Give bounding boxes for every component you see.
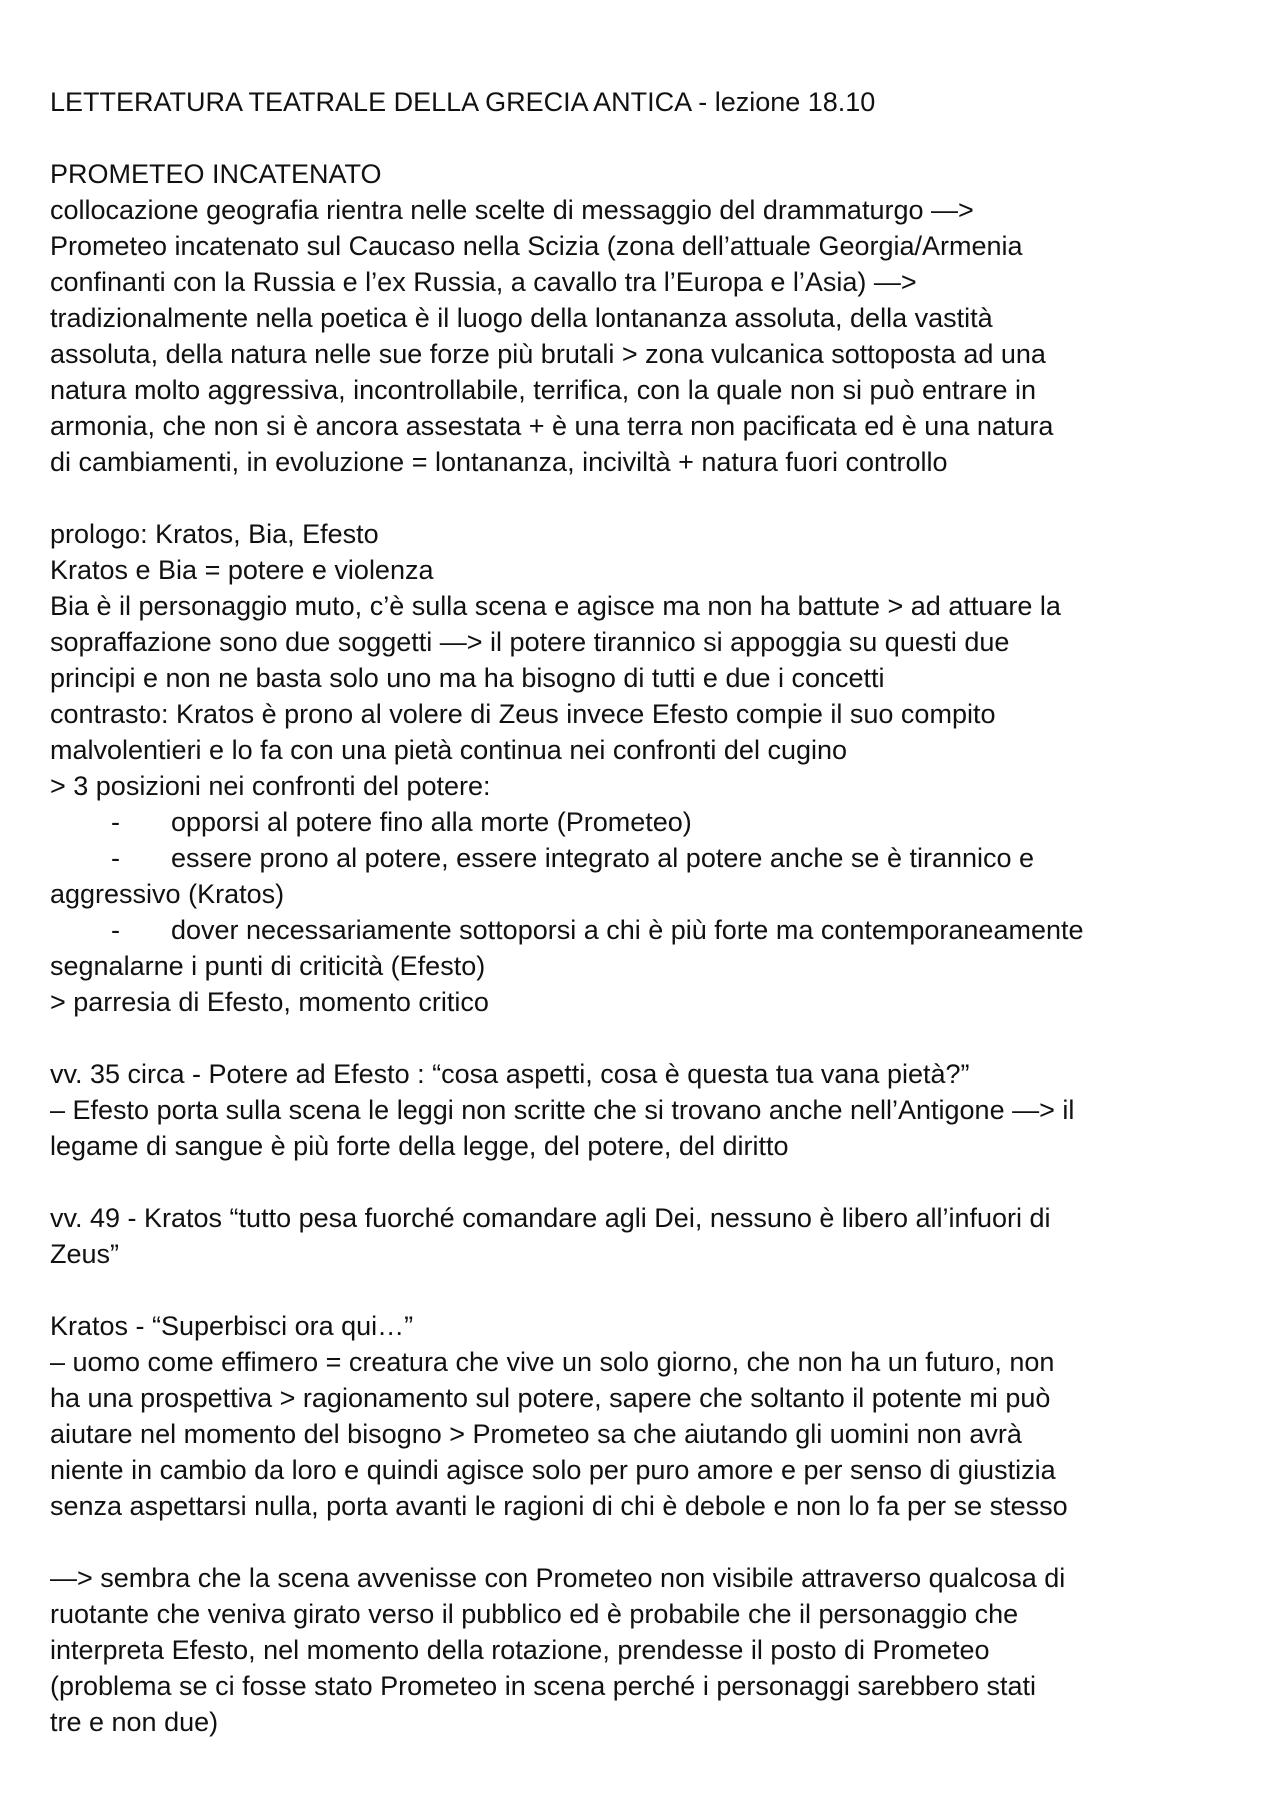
text-line: vv. 35 circa - Potere ad Efesto : “cosa aspetti, cosa è questa tua vana pietà?” — [50, 1059, 970, 1089]
text-line: sopraffazione sono due soggetti —> il potere tirannico si appoggia su questi due — [50, 627, 1010, 657]
text-line: Kratos e Bia = potere e violenza — [50, 555, 434, 585]
text-line: natura molto aggressiva, incontrollabile, terrifica, con la quale non si può entrare in — [50, 375, 1037, 405]
list-item-continuation: aggressivo (Kratos) — [50, 879, 285, 909]
text-line: assoluta, della natura nelle sue forze più brutali > zona vulcanica sottoposta ad una — [50, 339, 1046, 369]
text-line: niente in cambio da loro e quindi agisce solo per puro amore e per senso di giustizia — [50, 1455, 1056, 1485]
spacer — [50, 1020, 1245, 1056]
text-line: > 3 posizioni nei confronti del potere: — [50, 771, 491, 801]
list-item-text: essere prono al potere, essere integrato al potere anche se è tirannico e — [171, 843, 1035, 873]
bullet-mark: - — [111, 843, 120, 873]
text-line: legame di sangue è più forte della legge, del potere, del diritto — [50, 1131, 789, 1161]
document-page — [50, 84, 1245, 1740]
text-line: > parresia di Efesto, momento critico — [50, 987, 489, 1017]
bullet-mark: - — [111, 915, 120, 945]
list-item — [50, 912, 1245, 948]
text-line: aiutare nel momento del bisogno > Prometeo sa che aiutando gli uomini non avrà — [50, 1419, 1022, 1449]
text-line: armonia, che non si è ancora assestata + è una terra non pacificata ed è una natura — [50, 411, 1054, 441]
list-item-continuation: segnalarne i punti di criticità (Efesto) — [50, 951, 486, 981]
spacer — [50, 120, 1245, 156]
text-line: ha una prospettiva > ragionamento sul potere, sapere che soltanto il potente mi può — [50, 1383, 1051, 1413]
spacer — [50, 1272, 1245, 1308]
text-line: principi e non ne basta solo uno ma ha bisogno di tutti e due i concetti — [50, 663, 885, 693]
text-line: Zeus” — [50, 1239, 120, 1269]
list-item — [50, 804, 1245, 840]
text-line: prologo: Kratos, Bia, Efesto — [50, 519, 379, 549]
bullet-mark: - — [111, 807, 120, 837]
text-line: di cambiamenti, in evoluzione = lontananza, inciviltà + natura fuori controllo — [50, 447, 948, 477]
spacer — [50, 1524, 1245, 1560]
text-line: contrasto: Kratos è prono al volere di Zeus invece Efesto compie il suo compito — [50, 699, 996, 729]
spacer — [50, 480, 1245, 516]
text-line: malvolentieri e lo fa con una pietà continua nei confronti del cugino — [50, 735, 848, 765]
list-item — [50, 840, 1245, 876]
text-line: —> sembra che la scena avvenisse con Prometeo non visibile attraverso qualcosa di — [50, 1563, 1066, 1593]
text-line: (problema se ci fosse stato Prometeo in scena perché i personaggi sarebbero stati — [50, 1671, 1037, 1701]
text-line: ruotante che veniva girato verso il pubblico ed è probabile che il personaggio che — [50, 1599, 1019, 1629]
text-line: Prometeo incatenato sul Caucaso nella Scizia (zona dell’attuale Georgia/Armenia — [50, 231, 1023, 261]
document-title: LETTERATURA TEATRALE DELLA GRECIA ANTICA - lezione 18.10 — [50, 87, 876, 117]
list-item-text: opporsi al potere fino alla morte (Prometeo) — [171, 807, 692, 837]
text-line: tradizionalmente nella poetica è il luogo della lontananza assoluta, della vastità — [50, 303, 993, 333]
list-item-text: dover necessariamente sottoporsi a chi è più forte ma contemporaneamente — [171, 915, 1084, 945]
text-line: collocazione geografia rientra nelle scelte di messaggio del drammaturgo —> — [50, 195, 974, 225]
section-heading: PROMETEO INCATENATO — [50, 159, 382, 189]
text-line: vv. 49 - Kratos “tutto pesa fuorché comandare agli Dei, nessuno è libero all’infuori di — [50, 1203, 1051, 1233]
text-line: Bia è il personaggio muto, c’è sulla scena e agisce ma non ha battute > ad attuare la — [50, 591, 1061, 621]
spacer — [50, 1164, 1245, 1200]
text-line: senza aspettarsi nulla, porta avanti le ragioni di chi è debole e non lo fa per se stesso — [50, 1491, 1068, 1521]
text-line: tre e non due) — [50, 1707, 219, 1737]
text-line: Kratos - “Superbisci ora qui…” — [50, 1311, 414, 1341]
text-line: – Efesto porta sulla scena le leggi non scritte che si trovano anche nell’Antigone —> il — [50, 1095, 1075, 1125]
text-line: – uomo come effimero = creatura che vive un solo giorno, che non ha un futuro, non — [50, 1347, 1055, 1377]
text-line: interpreta Efesto, nel momento della rotazione, prendesse il posto di Prometeo — [50, 1635, 990, 1665]
text-line: confinanti con la Russia e l’ex Russia, a cavallo tra l’Europa e l’Asia) —> — [50, 267, 917, 297]
